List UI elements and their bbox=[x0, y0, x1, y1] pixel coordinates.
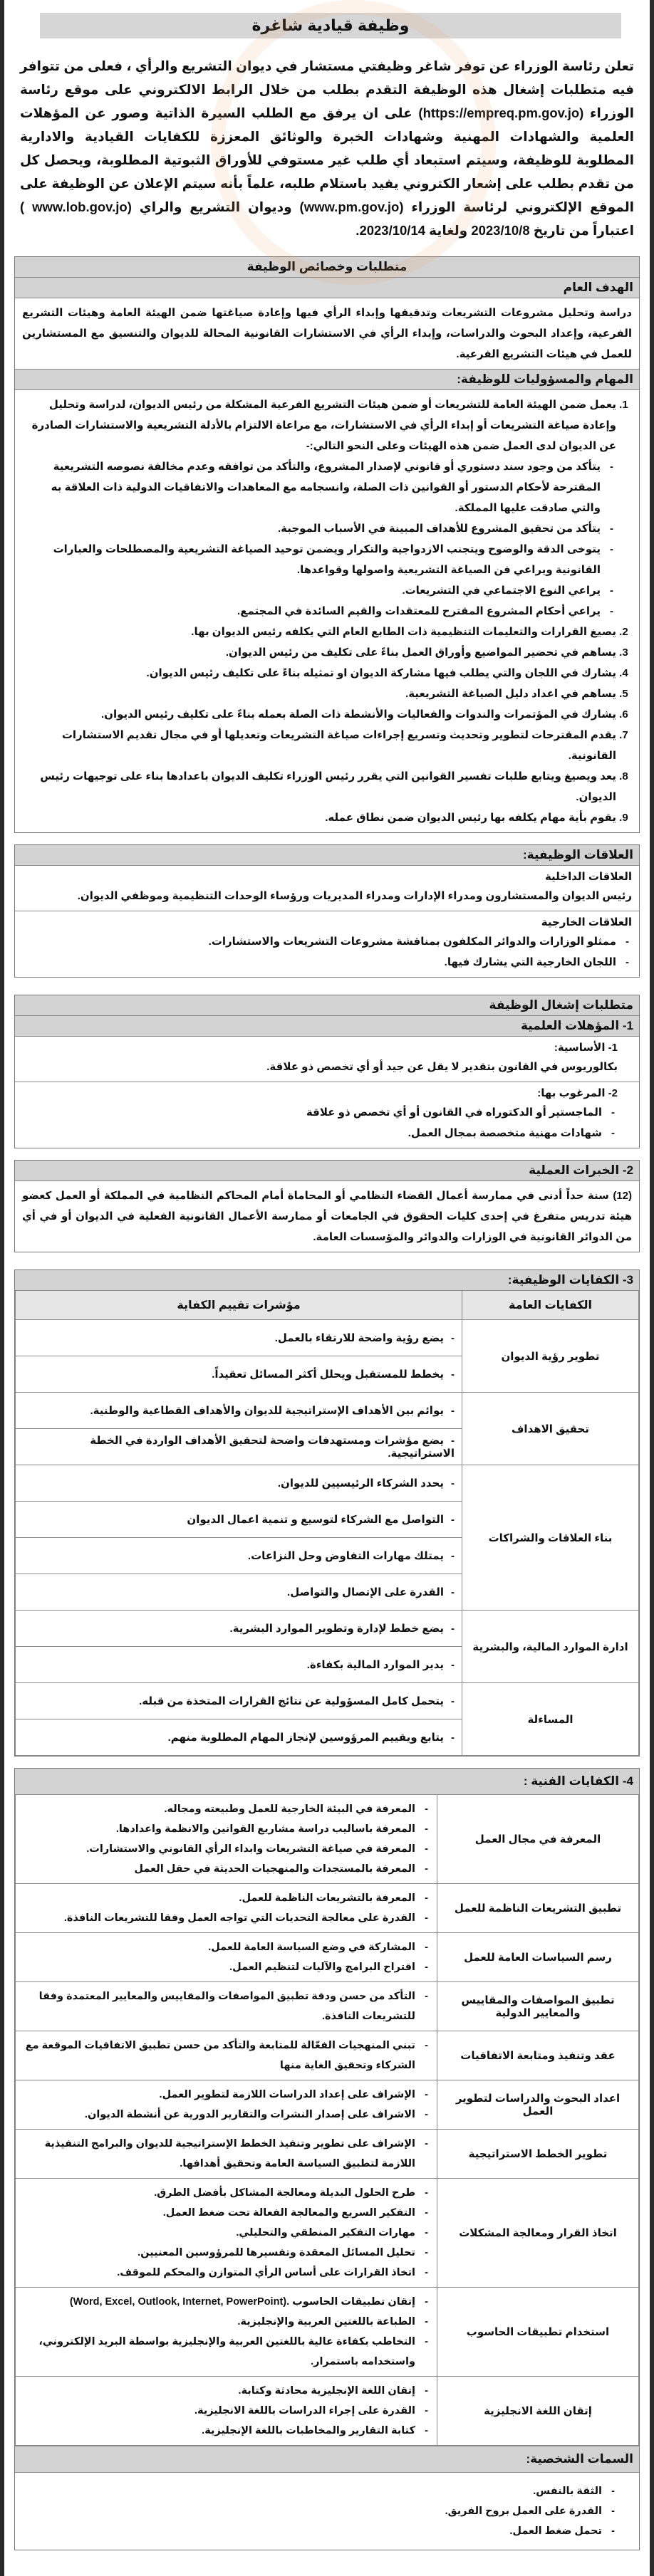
table-row bbox=[16, 1465, 639, 1502]
competency-item: - اتخاذ القرارات على أساس الرأي المتوازن والمحكم للموقف. bbox=[21, 2263, 431, 2283]
competency-item: - تحليل المسائل المعقدة وتفسيرها للمرؤوسين المعنيين. bbox=[21, 2243, 431, 2263]
task-item: 9. يقوم بأية مهام يكلفه بها رئيس الديوان ضمن نطاق عمله. bbox=[22, 807, 616, 828]
experience-header: 2- الخبرات العملية bbox=[15, 1161, 639, 1181]
competency-item: - التأكد من حسن ودقة تطبيق المواصفات والمقاييس والمعايير المعتمدة وفقا للتشريعات النافذة. bbox=[21, 1986, 431, 2026]
technical-competencies-header: 4- الكفايات الفنية : bbox=[15, 1769, 639, 1794]
dash-bullet: - bbox=[451, 1695, 455, 1707]
indicator-cell bbox=[16, 1465, 462, 1502]
indicator-text: يضع مؤشرات ومستهدفات واضحة لتحقيق الأهداف الواردة في الخطة الاستراتيجية. bbox=[90, 1435, 455, 1460]
dash-bullet: - bbox=[451, 1550, 455, 1562]
job-announcement bbox=[4, 0, 650, 2576]
indicator-text: يوائم بين الأهداف الإستراتيجية للديوان والأهداف القطاعية والوطنية. bbox=[90, 1405, 444, 1417]
indicator-text: القدرة على الإتصال والتواصل. bbox=[287, 1586, 444, 1598]
competency-item: - التخاطب بكفاءة عالية باللغتين العربية والإنجليزية بواسطة البريد الإلكتروني، واستخدامه باستمرار. bbox=[21, 2332, 431, 2372]
subtask-item: - يتوخى الدقة والوضوح ويتجنب الازدواجية والتكرار ويضمن توحيد الصياغة التشريعية والمصطلحات والعبارات القانونية ويراعي فن الصياغة التشريعية واصولها وقواعدها. bbox=[22, 539, 616, 580]
general-competencies-header: 3- الكفايات الوظيفية: bbox=[15, 1270, 639, 1290]
table-row bbox=[16, 2080, 639, 2130]
requirements-header: متطلبات إشغال الوظيفة bbox=[15, 995, 639, 1016]
tasks-list bbox=[22, 394, 632, 828]
indicator-text: يتحمل كامل المسؤولية عن نتائج القرارات المتخذة من قبله. bbox=[139, 1695, 444, 1707]
table-row bbox=[16, 2179, 639, 2288]
indicator-cell bbox=[16, 1574, 462, 1611]
competency-name: تطبيق المواصفات والمقاييس والمعايير الدولية bbox=[437, 1982, 639, 2031]
job-specs-section bbox=[14, 256, 640, 833]
dash-bullet: - bbox=[451, 1623, 455, 1635]
competency-items-list bbox=[21, 1888, 431, 1928]
personal-traits-list bbox=[36, 2481, 618, 2541]
competency-items bbox=[16, 1795, 437, 1884]
tasks-header: المهام والمسؤوليات للوظيفة: bbox=[15, 370, 639, 390]
dash-bullet: - bbox=[451, 1514, 455, 1526]
task-item: 2. يصيغ القرارات والتعليمات التنظيمية ذات الطابع العام التي يكلفه رئيس الديوان بها. bbox=[22, 622, 616, 642]
experience-text: (12) سنة حداً أدنى في ممارسة أعمال القضاء النظامي أو المحاماة أمام المحاكم النظامية في المملكة أو العمل كعضو هيئة تدريس متفرغ في إحدى كليات الحقوق في الجامعات أو ممارسة الأعمال القانونية الفعلية في الديوان أو في أي من الدوائر القانونية في الوزارات والدوائر والمؤسسات العامة. bbox=[22, 1190, 632, 1243]
task-item: 5. يساهم في اعداد دليل الصياغة التشريعية. bbox=[22, 684, 616, 704]
competency-items-list bbox=[21, 2381, 431, 2441]
competency-name: اتخاذ القرار ومعالجة المشكلات bbox=[437, 2179, 639, 2288]
competency-item: - الطباعة باللغتين العربية والإنجليزية. bbox=[21, 2312, 431, 2332]
dash-bullet: - bbox=[451, 1659, 455, 1671]
indicator-cell bbox=[16, 1429, 462, 1465]
requirements-section bbox=[14, 995, 640, 1148]
competency-item: - القدرة على إجراء الدراسات باللغة الانجليزية. bbox=[21, 2401, 431, 2421]
dash-bullet: - bbox=[451, 1405, 455, 1417]
personal-trait-item: - الثقة بالنفس. bbox=[36, 2481, 618, 2501]
table-row bbox=[16, 1884, 639, 1933]
competency-items bbox=[16, 2377, 437, 2446]
indicator-text: يضع خطط لإدارة وتطوير الموارد البشرية. bbox=[229, 1623, 444, 1635]
indicator-cell bbox=[16, 1502, 462, 1538]
competency-items bbox=[16, 2179, 437, 2288]
task-item: 7. يقدم المقترحات لتطوير وتحديث وتسريع إجراءات صياغة التشريعات وتعديلها أو في مجال تقديم الاستشارات القانونية. bbox=[22, 725, 616, 766]
competency-name: تطبيق التشريعات الناظمة للعمل bbox=[437, 1884, 639, 1933]
table-row bbox=[16, 1982, 639, 2031]
competency-name: ادارة الموارد المالية، والبشرية bbox=[462, 1611, 639, 1683]
dash-bullet: - bbox=[451, 1332, 455, 1344]
table-row bbox=[16, 2130, 639, 2179]
dash-bullet: - bbox=[451, 1732, 455, 1744]
competency-items-list bbox=[21, 1799, 431, 1879]
competency-item: - إتقان تطبيقات الحاسوب .(Word, Excel, Outlook, Internet, PowerPoint) bbox=[21, 2292, 431, 2312]
competency-item: - المشاركة في وضع السياسة العامة للعمل. bbox=[21, 1937, 431, 1957]
competency-items bbox=[16, 2031, 437, 2080]
technical-competencies-table bbox=[15, 1794, 639, 2446]
indicator-text: يضع رؤية واضحة للارتقاء بالعمل. bbox=[274, 1332, 444, 1344]
competency-name: تطوير الخطط الاستراتيجية bbox=[437, 2130, 639, 2179]
competency-items-list bbox=[21, 1986, 431, 2026]
table-row bbox=[16, 1393, 639, 1429]
external-relation-item: - ممثلو الوزارات والدوائر المكلفون بمناقشة مشروعات التشريعات والاستشارات. bbox=[22, 931, 632, 952]
relations-section bbox=[14, 844, 640, 978]
table-row bbox=[16, 1320, 639, 1356]
basic-qualification-label: 1- الأساسية: bbox=[554, 1042, 618, 1054]
external-relation-item: - اللجان الخارجية التي يشارك فيها. bbox=[22, 952, 632, 973]
col-indicators: مؤشرات تقييم الكفاية bbox=[16, 1291, 462, 1320]
desired-qualification-item: - الماجستير أو الدكتوراه في القانون أو أي تخصص ذو علاقة bbox=[22, 1102, 618, 1123]
competency-item: - المعرفة في البيئة الخارجية للعمل وطبيعته ومجاله. bbox=[21, 1799, 431, 1819]
desired-qualification-label: 2- المرغوب بها: bbox=[537, 1087, 618, 1099]
dash-bullet: - bbox=[451, 1368, 455, 1381]
competency-name: إتقان اللغة الانجليزية bbox=[437, 2377, 639, 2446]
intro-paragraph: تعلن رئاسة الوزراء عن توفر شاغر وظيفتي مستشار في ديوان التشريع والرأي ، فعلى من تتوافر فيه متطلبات إشغال هذه الوظيفة التقدم بطلب من خلال الرابط الالكتروني على موقع رئاسة الوزراء (https://empreq.pm.gov.jo) على ان يرفق مع الطلب السيرة الذاتية وصور عن المؤهلات العلمية والشهادات المهنية وشهادات الخبرة والوثائق المعززة للكفايات القيادية والادارية المطلوبة للوظيفة، وسيتم استبعاد أي طلب غير مستوفي للأوراق الثبوتية المطلوبة، ويحصل كل من تقدم بطلب على إشعار الكتروني يفيد باستلام طلبه، علماً بأنه سيتم الإعلان عن الوظيفة على الموقع الإلكتروني لرئاسة الوزراء (www.pm.gov.jo) وديوان التشريع والراي (www.lob.gov.jo ) اعتباراً من تاريخ 2023/10/8 ولغاية 2023/10/14. bbox=[20, 58, 634, 238]
competency-items-list bbox=[21, 1937, 431, 1977]
competency-items-list bbox=[21, 2183, 431, 2283]
indicator-text: التواصل مع الشركاء لتوسيع و تنمية اعمال الديوان bbox=[187, 1514, 444, 1526]
competency-item: - كتابة التقارير والمخاطبات باللغة الإنجليزية. bbox=[21, 2421, 431, 2441]
table-row bbox=[16, 2288, 639, 2377]
goal-text: دراسة وتحليل مشروعات التشريعات وتدقيقها وإبداء الرأي فيها وإعادة صياغتها ضمن الهيئة العامة وهيئات التشريع الفرعية، وإعداد البحوث والدراسات، وإبداء الرأي في الاستشارات القانونية المحالة للديوان والتنسيق مع المستشارين للعمل في هيئات التشريع الفرعية. bbox=[22, 307, 632, 360]
dash-bullet: - bbox=[451, 1435, 455, 1447]
subtask-item: - يتأكد من تحقيق المشروع للأهداف المبينة في الأسباب الموجبة. bbox=[22, 518, 616, 539]
competency-name: تحقيق الاهداف bbox=[462, 1393, 639, 1465]
competency-item: - المعرفة باساليب دراسة مشاريع القوانين والانظمة واعدادها. bbox=[21, 1819, 431, 1839]
indicator-cell bbox=[16, 1393, 462, 1429]
competency-items-list bbox=[21, 2036, 431, 2075]
competency-item: - اقتراح البرامج والآليات لتنظيم العمل. bbox=[21, 1957, 431, 1977]
page-title: وظيفة قيادية شاغرة bbox=[40, 13, 621, 38]
indicator-text: يدير الموارد المالية بكفاءة. bbox=[306, 1659, 444, 1671]
competency-items bbox=[16, 1933, 437, 1982]
dash-bullet: - bbox=[451, 1477, 455, 1489]
relations-header: العلاقات الوظيفية: bbox=[15, 845, 639, 866]
competency-name: رسم السياسات العامة للعمل bbox=[437, 1933, 639, 1982]
basic-qualification-text: بكالوريوس في القانون بتقدير لا يقل عن جيد أو أي تخصص ذو علاقة. bbox=[266, 1061, 618, 1073]
table-row bbox=[16, 1933, 639, 1982]
competency-items-list bbox=[21, 2085, 431, 2125]
subtask-item: - يراعي أحكام المشروع المقترح للمعتقدات والقيم السائدة في المجتمع. bbox=[22, 601, 616, 622]
personal-trait-item: - تحمل ضغط العمل. bbox=[36, 2521, 618, 2541]
desired-qualifications-list bbox=[22, 1102, 618, 1143]
competency-name: المساءلة bbox=[462, 1683, 639, 1756]
indicator-text: يمتلك مهارات التفاوض وحل النزاعات. bbox=[247, 1550, 444, 1562]
indicator-cell bbox=[16, 1538, 462, 1574]
indicator-text: يحدد الشركاء الرئيسيين للديوان. bbox=[277, 1477, 444, 1489]
task-item: 3. يساهم في تحضير المواضيع وأوراق العمل بناءً على تكليف من رئيس الديوان. bbox=[22, 642, 616, 663]
goal-header: الهدف العام bbox=[15, 278, 639, 298]
general-competencies-section bbox=[14, 1269, 640, 1756]
task-item: 1. يعمل ضمن الهيئة العامة للتشريعات أو ضمن هيئات التشريع الفرعية المشكلة من رئيس الديوان، لدراسة وتحليل وإعادة صياغة التشريعات أو إبداء الرأي في الاستشارات، مع مراعاة الالتزام بالأدلة التشريعية والاستشارات الصادرة عن الديوان لدى العمل ضمن هذه الهيئات وعلى النحو التالي:- - يتأكد من وجود سند دستوري أو قانوني لإصدار المشروع، والتأكد من توافقه وعدم مخالفة نصوصه التشريعية المقترحة لأحكام الدستور أو القوانين ذات الصلة، وانسجامه مع المعاهدات والاتفاقيات الدولية ذات العلاقة به والتي صادقت عليها المملكة. - يتأكد من تحقيق المشروع للأهداف المبينة في الأسباب الموجبة. - يتوخى الدقة والوضوح ويتجنب الازدواجية والتكرار ويضمن توحيد الصياغة التشريعية والمصطلحات والعبارات القانونية ويراعي فن الصياغة التشريعية واصولها وقواعدها. - يراعي النوع الاجتماعي في التشريعات. - يراعي أحكام المشروع المقترح للمعتقدات والقيم السائدة في المجتمع. bbox=[22, 394, 616, 622]
indicator-text: يتابع ويقييم المرؤوسين لإنجاز المهام المطلوبة منهم. bbox=[167, 1732, 444, 1744]
qualifications-header: 1- المؤهلات العلمية bbox=[15, 1016, 639, 1037]
internal-relations-text: رئيس الديوان والمستشارون ومدراء الإدارات ومدراء المديريات ورؤساء الوحدات التنظيمية وموظفي الديوان. bbox=[77, 890, 632, 902]
competency-item: - إتقان اللغة الإنجليزية محادثة وكتابة. bbox=[21, 2381, 431, 2401]
table-row bbox=[16, 1611, 639, 1647]
table-row bbox=[16, 2377, 639, 2446]
subtask-item: - يتأكد من وجود سند دستوري أو قانوني لإصدار المشروع، والتأكد من توافقه وعدم مخالفة نصوصه التشريعية المقترحة لأحكام الدستور أو القوانين ذات الصلة، وانسجامه مع المعاهدات والاتفاقيات الدولية ذات العلاقة به والتي صادقت عليها المملكة. bbox=[22, 456, 616, 518]
general-competencies-table bbox=[15, 1290, 639, 1756]
indicator-cell bbox=[16, 1647, 462, 1683]
competency-item: - المعرفة في صياغة التشريعات وابداء الرأي القانوني والاستشارات. bbox=[21, 1839, 431, 1859]
col-competency: الكفايات العامة bbox=[462, 1291, 639, 1320]
indicator-cell bbox=[16, 1683, 462, 1719]
personal-traits-header: السمات الشخصية: bbox=[15, 2446, 639, 2473]
external-relations-list bbox=[22, 931, 632, 973]
competency-name: عقد وتنفيذ ومتابعة الاتفاقيات bbox=[437, 2031, 639, 2080]
indicator-cell bbox=[16, 1719, 462, 1756]
competency-item: - التفكير السريع والمعالجة الفعالة تحت ضغط العمل. bbox=[21, 2203, 431, 2223]
technical-competencies-section bbox=[14, 1768, 640, 2550]
competency-items bbox=[16, 2080, 437, 2130]
task-item: 4. يشارك في اللجان والتي يطلب فيها مشاركة الديوان او تمثيله بناءً على تكليف رئيس الديوان. bbox=[22, 663, 616, 684]
desired-qualification-item: - شهادات مهنية متخصصة بمجال العمل. bbox=[22, 1123, 618, 1143]
personal-trait-item: - القدرة على العمل بروح الفريق. bbox=[36, 2501, 618, 2521]
competency-name: اعداد البحوث والدراسات لتطوير العمل bbox=[437, 2080, 639, 2130]
dash-bullet: - bbox=[451, 1586, 455, 1598]
competency-item: - الاشراف على إصدار النشرات والتقارير الدورية عن أنشطة الديوان. bbox=[21, 2105, 431, 2125]
table-row bbox=[16, 1683, 639, 1719]
competency-item: - المعرفة بالتشريعات الناظمة للعمل. bbox=[21, 1888, 431, 1908]
indicator-cell bbox=[16, 1356, 462, 1393]
competency-items bbox=[16, 1884, 437, 1933]
task1-subitems bbox=[22, 456, 616, 622]
competency-name: تطوير رؤية الديوان bbox=[462, 1320, 639, 1393]
table-row bbox=[16, 1795, 639, 1884]
competency-item: - القدرة على معالجة التحديات التي تواجه العمل وفقا للتشريعات النافذة. bbox=[21, 1908, 431, 1928]
table-row bbox=[16, 2031, 639, 2080]
competency-item: - مهارات التفكير المنطقي والتحليلي. bbox=[21, 2223, 431, 2243]
competency-item: - المعرفة بالمستجدات والمنهجيات الحديثة في حقل العمل bbox=[21, 1859, 431, 1879]
competency-name: المعرفة في مجال العمل bbox=[437, 1795, 639, 1884]
task-item: 6. يشارك في المؤتمرات والندوات والفعاليات والأنشطة ذات الصلة بعمله بناءً على تكليف رئيس الديوان. bbox=[22, 704, 616, 725]
indicator-cell bbox=[16, 1611, 462, 1647]
competency-item: - الإشراف على تطوير وتنفيذ الخطط الإستراتيجية للديوان والبرامج التنفيذية اللازمة لتطبيق السياسة العامة وتحقيق أهدافها. bbox=[21, 2134, 431, 2174]
competency-name: بناء العلاقات والشراكات bbox=[462, 1465, 639, 1611]
competency-items-list bbox=[21, 2134, 431, 2174]
external-relations-label: العلاقات الخارجية bbox=[541, 916, 632, 928]
subtask-item: - يراعي النوع الاجتماعي في التشريعات. bbox=[22, 580, 616, 601]
competency-item: - تبني المنهجيات الفعّالة للمتابعة والتأكد من حسن تطبيق الاتفاقيات الموقعة مع الشركاء وتحقيق الغاية منها bbox=[21, 2036, 431, 2075]
competency-name: استخدام تطبيقات الحاسوب bbox=[437, 2288, 639, 2377]
competency-items bbox=[16, 2130, 437, 2179]
competency-items bbox=[16, 2288, 437, 2377]
experience-section bbox=[14, 1160, 640, 1252]
indicator-text: يخطط للمستقبل ويحلل أكثر المسائل تعقيداً. bbox=[212, 1368, 444, 1381]
competency-items-list bbox=[21, 2292, 431, 2372]
competency-item: - طرح الحلول البديلة ومعالجة المشاكل بأفضل الطرق. bbox=[21, 2183, 431, 2203]
indicator-cell bbox=[16, 1320, 462, 1356]
task-item: 8. يعد ويصيغ ويتابع طلبات تفسير القوانين التي يقرر رئيس الوزراء تكليف الديوان باعدادها بناء على توجيهات رئيس الديوان. bbox=[22, 766, 616, 807]
specs-header: متطلبات وخصائص الوظيفة bbox=[15, 257, 639, 278]
internal-relations-label: العلاقات الداخلية bbox=[544, 871, 632, 883]
competency-items bbox=[16, 1982, 437, 2031]
competency-item: - الإشراف على إعداد الدراسات اللازمة لتطوير العمل. bbox=[21, 2085, 431, 2105]
